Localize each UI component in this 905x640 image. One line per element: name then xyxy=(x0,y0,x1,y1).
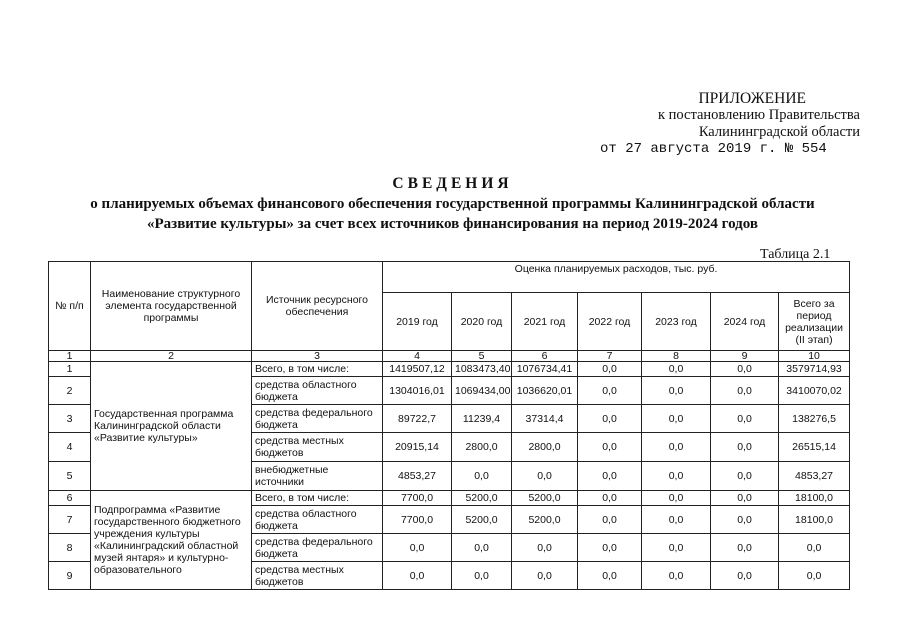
index-cell: 10 xyxy=(779,351,850,362)
row-num: 6 xyxy=(49,491,91,506)
source-name: средства федерального бюджета xyxy=(252,534,383,562)
value-cell: 0,0 xyxy=(578,362,642,377)
value-cell: 0,0 xyxy=(711,405,779,433)
header-total: Всего за период реализации (II этап) xyxy=(779,293,850,351)
value-cell: 0,0 xyxy=(383,534,452,562)
value-cell: 0,0 xyxy=(512,534,578,562)
value-cell: 0,0 xyxy=(642,362,711,377)
source-name: Всего, в том числе: xyxy=(252,491,383,506)
index-cell: 8 xyxy=(642,351,711,362)
row-num: 5 xyxy=(49,462,91,491)
value-cell: 0,0 xyxy=(578,433,642,462)
value-cell: 0,0 xyxy=(578,491,642,506)
value-cell: 7700,0 xyxy=(383,506,452,534)
value-cell: 0,0 xyxy=(642,433,711,462)
header-row-1 xyxy=(49,262,850,293)
total-cell: 0,0 xyxy=(779,534,850,562)
title-heading: СВЕДЕНИЯ xyxy=(392,175,513,192)
source-name: средства местных бюджетов xyxy=(252,562,383,590)
value-cell: 0,0 xyxy=(383,562,452,590)
value-cell: 0,0 xyxy=(642,377,711,405)
total-cell: 3579714,93 xyxy=(779,362,850,377)
source-name: средства областного бюджета xyxy=(252,506,383,534)
index-cell: 9 xyxy=(711,351,779,362)
value-cell: 1076734,41 xyxy=(512,362,578,377)
value-cell: 0,0 xyxy=(452,462,512,491)
value-cell: 0,0 xyxy=(578,405,642,433)
total-cell: 18100,0 xyxy=(779,506,850,534)
index-cell: 7 xyxy=(578,351,642,362)
value-cell: 0,0 xyxy=(711,534,779,562)
value-cell: 0,0 xyxy=(452,562,512,590)
header-year: 2021 год xyxy=(512,293,578,351)
value-cell: 0,0 xyxy=(512,462,578,491)
index-cell: 5 xyxy=(452,351,512,362)
source-name: внебюджетные источники xyxy=(252,462,383,491)
value-cell: 37314,4 xyxy=(512,405,578,433)
value-cell: 5200,0 xyxy=(452,491,512,506)
row-num: 4 xyxy=(49,433,91,462)
appendix-title: ПРИЛОЖЕНИЕ xyxy=(698,90,806,107)
header-estimate: Оценка планируемых расходов, тыс. руб. xyxy=(383,262,850,293)
value-cell: 11239,4 xyxy=(452,405,512,433)
document-title xyxy=(0,174,905,234)
financing-table xyxy=(48,261,850,590)
source-name: средства областного бюджета xyxy=(252,377,383,405)
value-cell: 0,0 xyxy=(711,377,779,405)
value-cell: 0,0 xyxy=(578,562,642,590)
appendix-line-2: к постановлению Правительства xyxy=(658,107,860,123)
value-cell: 5200,0 xyxy=(452,506,512,534)
value-cell: 0,0 xyxy=(711,506,779,534)
value-cell: 0,0 xyxy=(578,534,642,562)
table-label: Таблица 2.1 xyxy=(760,247,831,262)
value-cell: 0,0 xyxy=(642,562,711,590)
value-cell: 0,0 xyxy=(578,462,642,491)
total-cell: 3410070,02 xyxy=(779,377,850,405)
row-num: 2 xyxy=(49,377,91,405)
value-cell: 1419507,12 xyxy=(383,362,452,377)
value-cell: 2800,0 xyxy=(452,433,512,462)
value-cell: 20915,14 xyxy=(383,433,452,462)
value-cell: 1036620,01 xyxy=(512,377,578,405)
value-cell: 0,0 xyxy=(711,433,779,462)
value-cell: 1069434,00 xyxy=(452,377,512,405)
value-cell: 5200,0 xyxy=(512,506,578,534)
table-row xyxy=(49,491,850,506)
source-name: средства федерального бюджета xyxy=(252,405,383,433)
table-row xyxy=(49,362,850,377)
title-line-2: о планируемых объемах финансового обеспечения государственной программы Калининградской области xyxy=(90,196,815,212)
value-cell: 0,0 xyxy=(578,377,642,405)
header-year: 2024 год xyxy=(711,293,779,351)
header-year: 2020 год xyxy=(452,293,512,351)
value-cell: 0,0 xyxy=(711,362,779,377)
header-year: 2023 год xyxy=(642,293,711,351)
title-line-3: «Развитие культуры» за счет всех источников финансирования на период 2019-2024 годов xyxy=(147,216,758,232)
total-cell: 0,0 xyxy=(779,562,850,590)
value-cell: 0,0 xyxy=(642,534,711,562)
value-cell: 0,0 xyxy=(711,491,779,506)
total-cell: 26515,14 xyxy=(779,433,850,462)
total-cell: 18100,0 xyxy=(779,491,850,506)
row-num: 3 xyxy=(49,405,91,433)
value-cell: 89722,7 xyxy=(383,405,452,433)
index-cell: 1 xyxy=(49,351,91,362)
value-cell: 5200,0 xyxy=(512,491,578,506)
appendix-line-3: Калининградской области xyxy=(698,124,860,140)
element-name: Государственная программа Калининградской области «Развитие культуры» xyxy=(91,362,252,491)
element-name: Подпрограмма «Развитие государственного бюджетного учреждения культуры «Калининградский областной музей янтаря» и культурно-образовательного xyxy=(91,491,252,590)
value-cell: 0,0 xyxy=(642,491,711,506)
value-cell: 0,0 xyxy=(452,534,512,562)
row-num: 8 xyxy=(49,534,91,562)
value-cell: 0,0 xyxy=(642,462,711,491)
source-name: Всего, в том числе: xyxy=(252,362,383,377)
value-cell: 0,0 xyxy=(711,462,779,491)
value-cell: 0,0 xyxy=(512,562,578,590)
header-year: 2022 год xyxy=(578,293,642,351)
total-cell: 138276,5 xyxy=(779,405,850,433)
value-cell: 1083473,40 xyxy=(452,362,512,377)
source-name: средства местных бюджетов xyxy=(252,433,383,462)
header-source: Источник ресурсного обеспечения xyxy=(252,262,383,351)
row-num: 7 xyxy=(49,506,91,534)
value-cell: 2800,0 xyxy=(512,433,578,462)
header-year: 2019 год xyxy=(383,293,452,351)
appendix-block xyxy=(600,90,860,158)
header-num: № п/п xyxy=(49,262,91,351)
index-cell: 2 xyxy=(91,351,252,362)
row-num: 1 xyxy=(49,362,91,377)
total-cell: 4853,27 xyxy=(779,462,850,491)
value-cell: 1304016,01 xyxy=(383,377,452,405)
value-cell: 0,0 xyxy=(711,562,779,590)
column-index-row xyxy=(49,351,850,362)
row-num: 9 xyxy=(49,562,91,590)
index-cell: 6 xyxy=(512,351,578,362)
index-cell: 4 xyxy=(383,351,452,362)
header-element: Наименование структурного элемента государственной программы xyxy=(91,262,252,351)
value-cell: 0,0 xyxy=(578,506,642,534)
value-cell: 4853,27 xyxy=(383,462,452,491)
appendix-date: от 27 августа 2019 г. № 554 xyxy=(600,141,827,157)
value-cell: 0,0 xyxy=(642,405,711,433)
value-cell: 7700,0 xyxy=(383,491,452,506)
value-cell: 0,0 xyxy=(642,506,711,534)
index-cell: 3 xyxy=(252,351,383,362)
